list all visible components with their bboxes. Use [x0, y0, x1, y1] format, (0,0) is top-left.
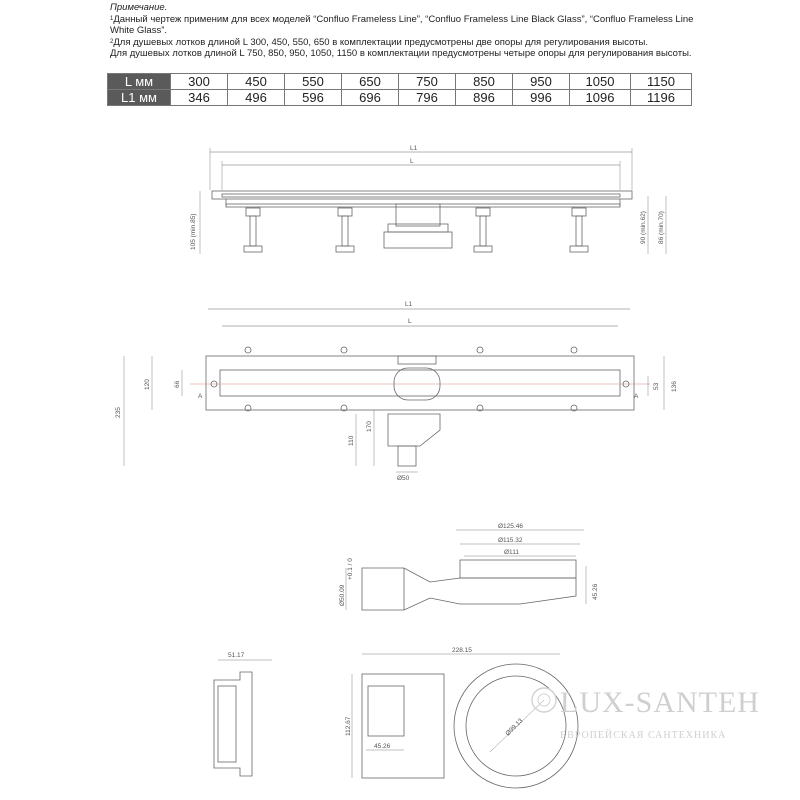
mount-brackets — [211, 347, 629, 411]
l1-cell: 1096 — [570, 90, 631, 106]
top-d235: 235 — [115, 407, 122, 418]
bot-d4526: 45.26 — [374, 743, 391, 750]
sec-d5009: Ø50.09 — [339, 584, 346, 606]
l-cell: 850 — [456, 74, 513, 90]
grate-section — [460, 560, 576, 578]
side-dim-right2: 86 (min.70) — [658, 211, 665, 244]
l-cell: 1150 — [631, 74, 692, 90]
side-view — [190, 145, 666, 254]
watermark-brand: LUX-SANTEH — [560, 686, 760, 719]
l1-cell: 796 — [399, 90, 456, 106]
top-l-label: L — [408, 318, 412, 325]
l1-cell: 1196 — [631, 90, 692, 106]
watermark-tagline: ЕВРОПЕЙСКАЯ САНТЕХНИКА — [560, 730, 727, 741]
section-a-right: A — [634, 393, 639, 400]
side-profile-view — [214, 652, 272, 776]
row-l1-label: L1 мм — [108, 90, 171, 106]
l-cell: 300 — [171, 74, 228, 90]
l-cell: 650 — [342, 74, 399, 90]
row-l-label: L мм — [108, 74, 171, 90]
side-l-label: L — [410, 158, 414, 165]
note-1-text: Данный чертеж применим для всех моделей “Confluo Frameless Line”, “Confluo Frameless Line Black Glass”, “Confluo Frameless Line White Glass”. — [110, 13, 694, 36]
l-cell: 750 — [399, 74, 456, 90]
note-2-mark: 2 — [110, 38, 114, 45]
outlet-pipe-top — [398, 446, 416, 466]
l1-cell: 596 — [285, 90, 342, 106]
sec-d111: Ø111 — [504, 549, 519, 556]
l1-cell: 346 — [171, 90, 228, 106]
side-dim-right1: 90 (min.62) — [640, 211, 647, 244]
l1-cell: 996 — [513, 90, 570, 106]
bot-d9913: Ø99.13 — [504, 717, 525, 738]
top-d110: 110 — [348, 435, 355, 446]
top-d136: 136 — [671, 381, 678, 392]
top-d66: 66 — [174, 380, 181, 388]
notes-title: Примечание. — [110, 2, 168, 13]
side-dim-left: 105 (min.85) — [190, 213, 197, 250]
l-cell: 950 — [513, 74, 570, 90]
drain-outlet-side — [384, 232, 452, 248]
section-a-left: A — [198, 393, 203, 400]
side-l1-label: L1 — [410, 145, 418, 152]
sec-d115: Ø115.32 — [498, 537, 523, 544]
top-view — [115, 301, 678, 482]
bot-d11267: 112.67 — [345, 716, 352, 736]
note-3: Для душевых лотков длиной L 750, 850, 950, 1050, 1150 в комплектации предусмотрены четыре опоры для регулирования высоты. — [110, 48, 692, 59]
channel-side — [212, 191, 632, 199]
top-d170: 170 — [366, 421, 373, 432]
sec-d4526: 45.26 — [592, 583, 599, 600]
bottom-view — [345, 647, 578, 788]
l-cell: 550 — [285, 74, 342, 90]
l-cell: 1050 — [570, 74, 631, 90]
sec-d125: Ø125.46 — [498, 523, 523, 530]
l1-cell: 696 — [342, 90, 399, 106]
support-legs — [244, 208, 588, 252]
top-d50: Ø50 — [397, 475, 410, 482]
sec-tol: +0.1 / 0 — [347, 558, 354, 580]
watermark — [532, 686, 760, 741]
drain-body-section — [362, 568, 576, 610]
note-1-mark: 1 — [110, 15, 114, 22]
bot-d22815: 228.15 — [452, 647, 472, 654]
note-2-text: Для душевых лотков длиной L 300, 450, 550, 650 в комплектации предусмотрены две опоры для регулирования высоты. — [113, 36, 649, 48]
l1-cell: 496 — [228, 90, 285, 106]
bot-d5117: 51.17 — [228, 652, 245, 659]
top-d120: 120 — [144, 379, 151, 390]
section-view — [339, 523, 599, 610]
l-cell: 450 — [228, 74, 285, 90]
top-d53: 53 — [653, 382, 660, 390]
top-l1-label: L1 — [405, 301, 413, 308]
l1-cell: 896 — [456, 90, 513, 106]
